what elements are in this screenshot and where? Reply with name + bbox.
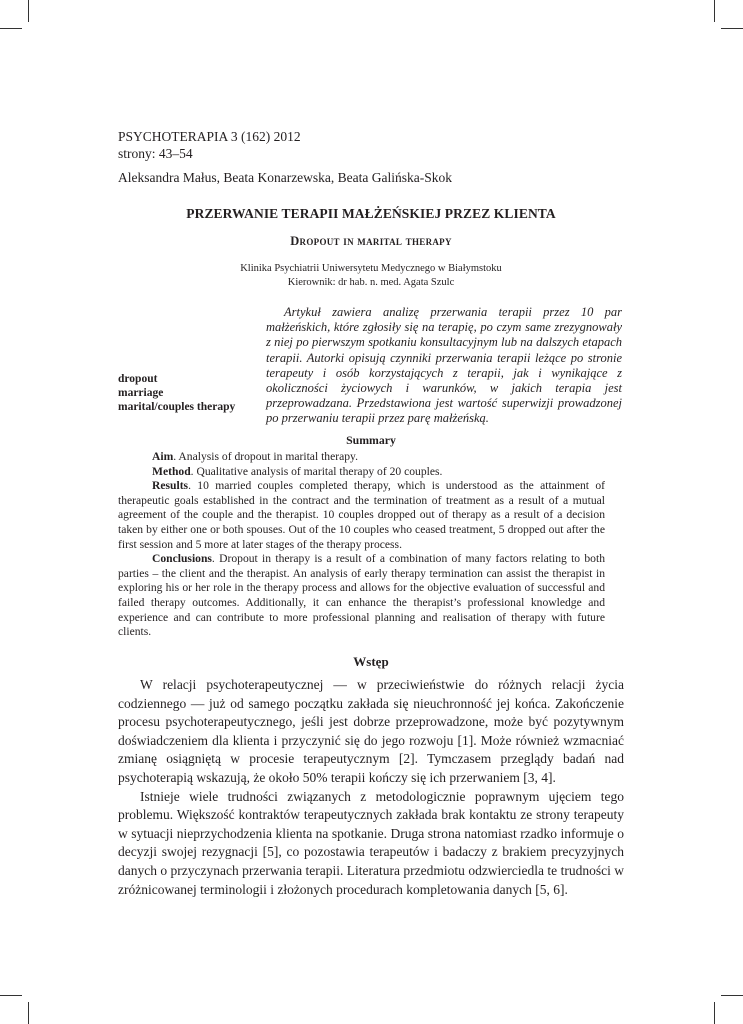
intro-heading: Wstęp: [353, 654, 389, 669]
keywords: [118, 372, 268, 415]
summary-method-text: . Qualitative analysis of marital therapy of 20 couples.: [190, 464, 443, 478]
summary-results-text: . 10 married couples completed therapy, which is understood as the attainment of therapeutic goals established in the contract and the termination of treatment as a result of a mutual agreement of the couple and the therapist. 10 couples dropped out of therapy as a result of a decision taken by either one or both spouses. Out of the 10 couples who ceased treatment, 5 dropped out after the first session and 5 more at later stages of the therapy process.: [118, 479, 605, 551]
summary-heading: Summary: [346, 433, 396, 447]
affiliation: [118, 262, 624, 290]
authors: Aleksandra Małus, Beata Konarzewska, Beata Galińska-Skok: [118, 170, 453, 185]
keyword: marital/couples therapy: [118, 401, 236, 414]
journal-info: PSYCHOTERAPIA 3 (162) 2012: [118, 129, 301, 144]
summary-conclusions-label: Conclusions: [152, 552, 212, 566]
affiliation-head: Kierownik: dr hab. n. med. Agata Szulc: [287, 277, 455, 288]
crop-mark-top-right-h: [721, 28, 743, 29]
summary-conclusions-text: . Dropout in therapy is a result of a combination of many factors relating to both parties – the client and the therapist. An analysis of early therapy termination can assist the therapist in exploring his or her role in the therapy process and allows for the objective evaluation of successful and failed therapy outcomes. Additionally, it can enhance the therapist’s professional knowledge and experience and can contribute to more professional planning and realisation of therapy with future clients.: [118, 552, 605, 639]
article-title: PRZERWANIE TERAPII MAŁŻEŃSKIEJ PRZEZ KLIENTA: [186, 206, 556, 221]
keyword: dropout: [118, 373, 158, 385]
page-range: strony: 43–54: [118, 146, 193, 161]
intro-body: [118, 676, 624, 899]
abstract-polish: Artykuł zawiera analizę przerwania terapii przez 10 par małżeńskich, które zgłosiły się na terapię, po czym same zrezygnowały z niej po pierwszym spotkaniu konsultacyjnym lub na dalszych etapach terapii. Autorki opisują czynniki przerwania terapii leżące po stronie terapeuty i osób korzystających z terapii, jak i wynikające z okoliczności życiowych i warunków, w jakich terapia jest przeprowadzana. Przedstawiona jest wartość superwizji prowadzonej po przerwaniu terapii przez parę małżeńską.: [266, 305, 622, 426]
summary-conclusions: [118, 552, 605, 640]
crop-mark-bottom-left-h: [0, 995, 22, 996]
intro-paragraph: W relacji psychoterapeutycznej — w przeciwieństwie do różnych relacji życia codziennego — już od samego początku zakłada się nieuchronność jej końca. Zakończenie procesu psychoterapeutycznego, jeśli jest dobrze przeprowadzone, może być pozytywnym doświadczeniem dla klienta i przyczynić się do jego rozwoju [1]. Może również wzmacniać zmianę osiągniętą w procesie terapeutycznym [2]. Tymczasem przeglądy badań nad psychoterapią wskazują, że około 50% terapii kończy się ich przerwaniem [3, 4].: [118, 677, 624, 785]
intro-paragraph: Istnieje wiele trudności związanych z metodologicznie poprawnym ujęciem tego problemu. Większość kontraktów terapeutycznych zakłada brak kontaktu ze strony terapeuty w sytuacji nieprzychodzenia klienta na spotkanie. Druga strona natomiast rzadko informuje o decyzji swojej rezygnacji [5], co pozostawia terapeutów i badaczy z brakiem precyzyjnych danych o przyczynach przerwania terapii. Literatura przedmiotu odzwierciedla te trudności w zróżnicowanej terminologii i złożonych procedurach kompletowania danych [5, 6].: [118, 788, 624, 897]
summary-method-label: Method: [152, 464, 191, 478]
keyword: marriage: [118, 387, 164, 400]
crop-mark-bottom-left-v: [28, 1002, 29, 1024]
article-subtitle: Dropout in marital therapy: [290, 234, 452, 248]
summary-method: [118, 465, 605, 480]
crop-mark-top-right-v: [714, 0, 715, 22]
summary-aim-label: Aim: [152, 450, 174, 463]
summary-aim-text: . Analysis of dropout in marital therapy.: [173, 450, 358, 463]
crop-mark-bottom-right-h: [721, 995, 743, 996]
summary-results-label: Results: [152, 479, 189, 493]
crop-mark-top-left-v: [28, 0, 29, 22]
summary-aim: [118, 450, 605, 465]
summary-results: [118, 479, 605, 552]
crop-mark-top-left-h: [0, 28, 22, 29]
crop-mark-bottom-right-v: [714, 1002, 715, 1024]
summary-section: [118, 450, 605, 640]
affiliation-clinic: Klinika Psychiatrii Uniwersytetu Medycznego w Białymstoku: [240, 263, 502, 274]
